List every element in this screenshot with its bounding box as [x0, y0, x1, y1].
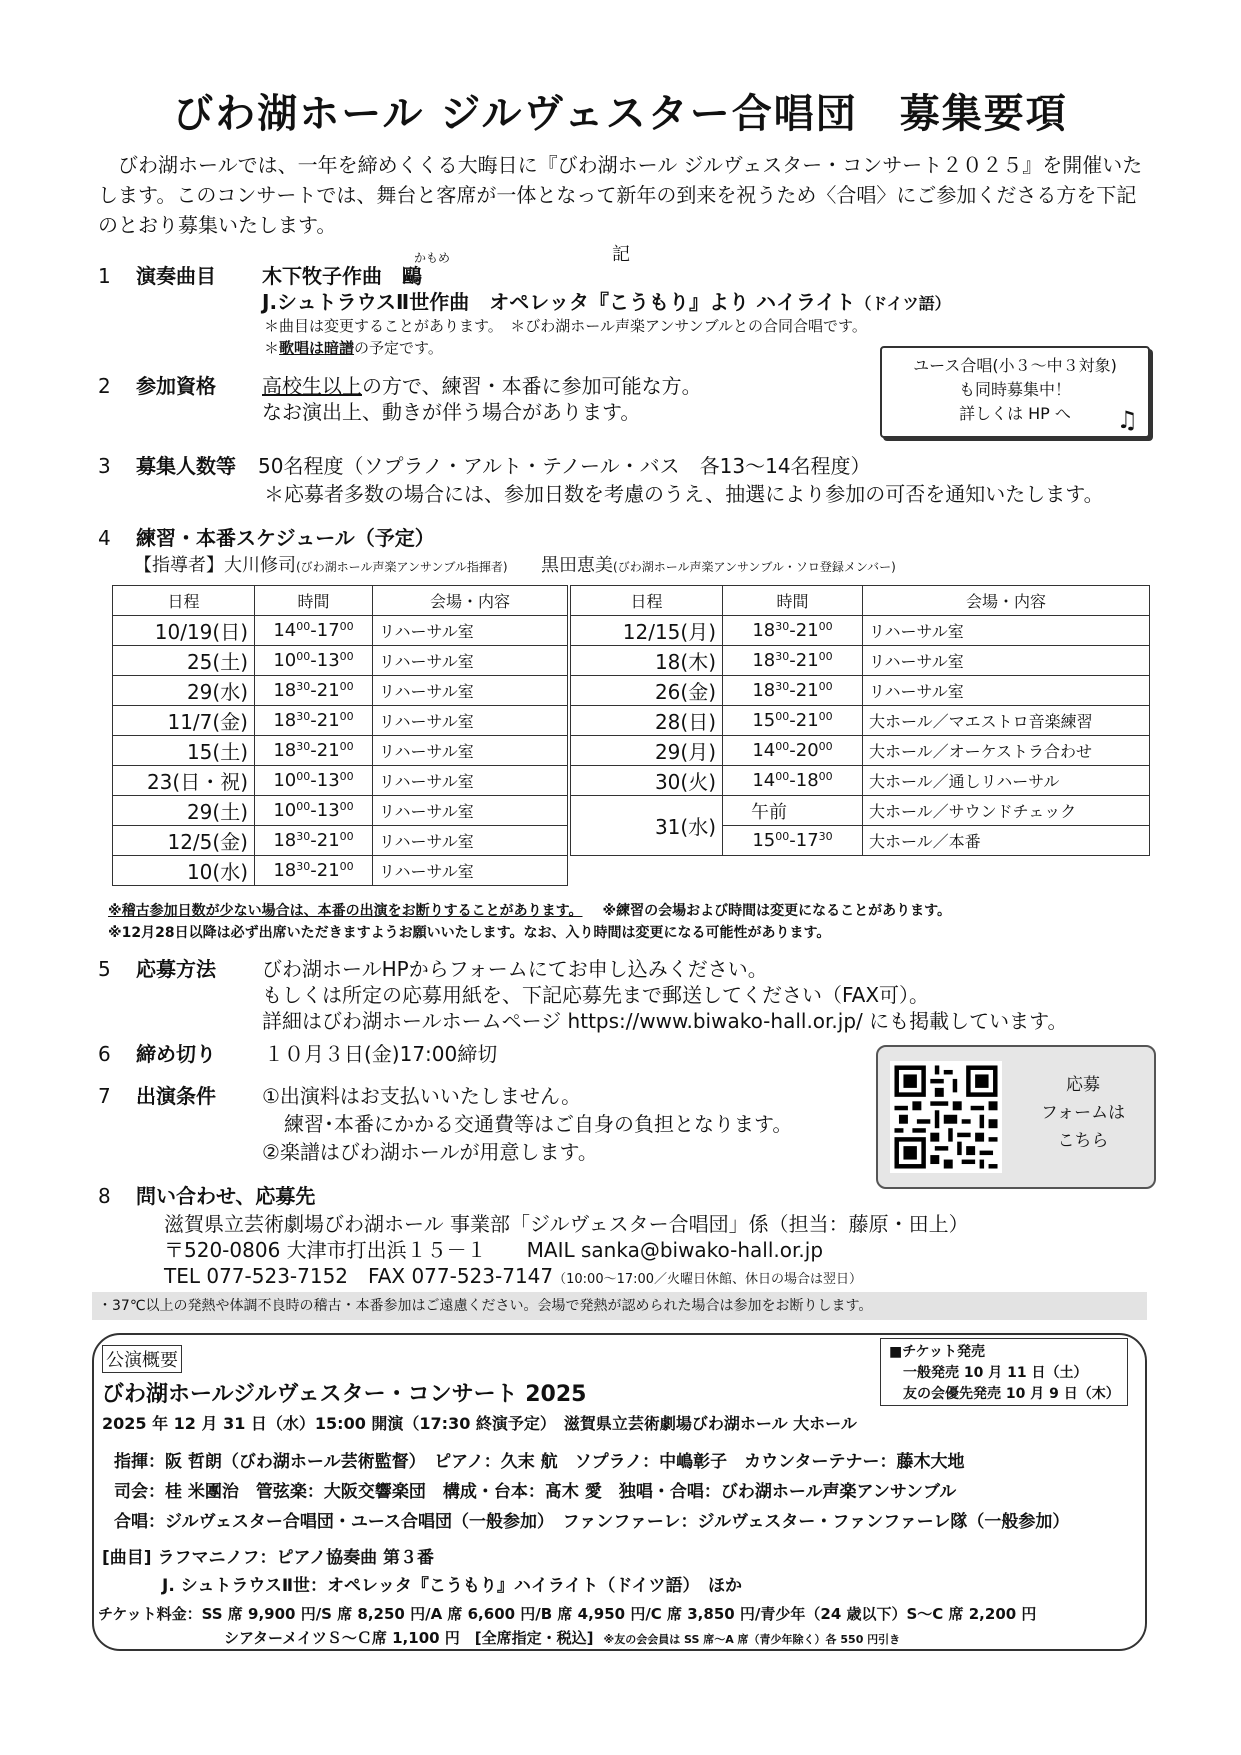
schedule-time: $10^{00}-13^{00}$: [255, 766, 373, 796]
table-row: [113, 826, 568, 856]
repertoire-note-1: ＊曲目は変更することがあります。 ＊びわ湖ホール声楽アンサンブルとの合同合唱です。: [264, 317, 867, 335]
piece-1: 木下牧子作曲 鷗: [262, 264, 422, 288]
intro-text: びわ湖ホールでは、一年を締めくくる大晦日に『びわ湖ホール ジルヴェスター・コンサート２０２５』を開催いたします。このコンサートでは、舞台と客席が一体となって新年の到来を祝うため〈合唱〉にご参加くださる方を下記のとおり募集いたします。: [98, 153, 1143, 237]
ki-mark: 記: [612, 244, 630, 265]
table-row: $15^{00}-17^{30}$ 大ホール／本番: [571, 826, 1150, 856]
table-row: [113, 646, 568, 676]
qr-box: [876, 1045, 1156, 1189]
concert-title: びわ湖ホールジルヴェスター・コンサート 2025: [102, 1382, 587, 1407]
leaders: 【指導者】大川修司(びわ湖ホール声楽アンサンブル指揮者) 黒田恵美(びわ湖ホール声楽アンサンブル・ソロ登録メンバー): [134, 555, 896, 576]
schedule-date: 28(日): [571, 706, 723, 736]
section-capacity: 3 募集人数等 50名程度（ソプラノ・アルト・テノール・バス 各13～14名程度） ＊応募者多数の場合には、参加日数を考慮のうえ、抽選により参加の可否を通知いたします。: [98, 454, 1104, 506]
section-eligibility: 2 参加資格 高校生以上の方で、練習・本番に参加可能な方。 なお演出上、動きが伴う場合があります。: [98, 374, 702, 424]
schedule-date: 11/7(金): [113, 706, 255, 736]
schedule-venue: リハーサル室: [373, 856, 568, 886]
schedule-time: $10^{00}-13^{00}$: [255, 796, 373, 826]
schedule-time: $18^{30}-21^{00}$: [255, 676, 373, 706]
table-row: [571, 736, 1150, 766]
table-row: [571, 676, 1150, 706]
schedule-time: $18^{30}-21^{00}$: [723, 676, 863, 706]
performance-overview: 公演概要 びわ湖ホールジルヴェスター・コンサート 2025 2025 年 12 月 31 日（水）15:00 開演（17:30 終演予定） 滋賀県立芸術劇場びわ湖ホール 大ホール 指揮：阪 哲朗（びわ湖ホール芸術監督） ピアノ：久末 航 ソプラノ：中嶋彰子 カウンターテナー：藤木大地 司会：桂 米團治 管弦楽：大阪交響楽団 構成・台本：髙木 愛 独唱・合唱：びわ湖ホール声楽アンサンブル 合唱：ジルヴェスター合唱団・ユース合唱団（一般参加） ファンファーレ：ジルヴェスター・ファンファーレ隊（一般参加） [曲目] ラフマニノフ：ピアノ協奏曲 第３番 J. シュトラウスⅡ世：オペレッタ『こうもり』ハイライト（ドイツ語） ほか チケット料金：SS 席 9,900 円/S 席 8,250 円/A 席 6,600 円/B 席 4,950 円/C 席 3,850 円/青少年（24 歳以下）S～C 席 2,200 円 シアターメイツＳ～Ｃ席 1,100 円 [全席指定・税込] ※友の会会員は SS 席～A 席（青少年除く）各 550 円引き: [92, 1333, 1147, 1651]
schedule-venue: リハーサル室: [373, 646, 568, 676]
ticket-sales-box: ■チケット発売 一般発売 10 月 11 日（土） 友の会優先発売 10 月 9 日（木）: [880, 1338, 1128, 1406]
table-row: [571, 646, 1150, 676]
schedule-date: 15(土): [113, 736, 255, 766]
table-row: 31(水) 午前 大ホール／サウンドチェック: [571, 796, 1150, 826]
table-row: [113, 766, 568, 796]
section-label: 演奏曲目: [136, 264, 216, 288]
schedule-time: $10^{00}-13^{00}$: [255, 646, 373, 676]
schedule-venue: リハーサル室: [863, 616, 1150, 646]
table-row: [571, 616, 1150, 646]
schedule-time: $18^{30}-21^{00}$: [723, 616, 863, 646]
schedule-table-right: [570, 585, 1150, 856]
schedule-date: 30(火): [571, 766, 723, 796]
schedule-venue: リハーサル室: [373, 706, 568, 736]
schedule-date: 25(土): [113, 646, 255, 676]
schedule-date: 23(日・祝): [113, 766, 255, 796]
schedule-time: $14^{00}-20^{00}$: [723, 736, 863, 766]
schedule-venue: リハーサル室: [373, 676, 568, 706]
schedule-date: 18(木): [571, 646, 723, 676]
table-row: [113, 616, 568, 646]
schedule-date: 29(月): [571, 736, 723, 766]
schedule-date: 29(水): [113, 676, 255, 706]
schedule-venue: 大ホール／オーケストラ合わせ: [863, 736, 1150, 766]
schedule-venue: リハーサル室: [373, 796, 568, 826]
section-schedule: 4 練習・本番スケジュール（予定） 【指導者】大川修司(びわ湖ホール声楽アンサンブル指揮者) 黒田恵美(びわ湖ホール声楽アンサンブル・ソロ登録メンバー): [98, 524, 1148, 584]
table-header-row: 日程 時間 会場・内容: [571, 586, 1150, 616]
schedule-date: 29(土): [113, 796, 255, 826]
schedule-venue: 大ホール／通しリハーサル: [863, 766, 1150, 796]
schedule-table-left: [112, 585, 568, 886]
schedule-date: 12/15(月): [571, 616, 723, 646]
health-notice: ・37℃以上の発熱や体調不良時の稽古・本番参加はご遠慮ください。会場で発熱が認められた場合は参加をお断りします。: [92, 1292, 1147, 1320]
schedule-venue: リハーサル室: [373, 616, 568, 646]
table-row: [571, 766, 1150, 796]
schedule-time: $18^{30}-21^{00}$: [255, 826, 373, 856]
schedule-date: 26(金): [571, 676, 723, 706]
table-row: [113, 736, 568, 766]
qr-caption: 応募 フォームは こちら: [1040, 1075, 1126, 1151]
overview-tag: 公演概要: [102, 1345, 182, 1373]
section-repertoire: [98, 251, 1148, 357]
section-number: 1: [98, 264, 111, 288]
table-row: [571, 706, 1150, 736]
schedule-time: $18^{30}-21^{00}$: [255, 856, 373, 886]
table-row: [113, 676, 568, 706]
schedule-time: $14^{00}-17^{00}$: [255, 616, 373, 646]
schedule-time: $18^{30}-21^{00}$: [255, 736, 373, 766]
schedule-venue: リハーサル室: [863, 646, 1150, 676]
repertoire-note-2: ＊歌唱は暗譜の予定です。: [264, 339, 443, 357]
music-note-icon: ♫: [1116, 406, 1138, 434]
page-title: びわ湖ホール ジルヴェスター合唱団 募集要項: [173, 91, 1068, 137]
concert-date: 2025 年 12 月 31 日（水）15:00 開演（17:30 終演予定） 滋賀県立芸術劇場びわ湖ホール 大ホール: [102, 1414, 857, 1433]
qr-code-icon[interactable]: [890, 1061, 1002, 1173]
schedule-date: 12/5(金): [113, 826, 255, 856]
youth-choir-notice: ユース合唱(小３～中３対象) も同時募集中！ 詳しくは HP へ ♫: [880, 346, 1150, 438]
section-conditions: 7 出演条件 ①出演料はお支払いいたしません。 練習･本番にかかる交通費等はご自身の負担となります。 ②楽譜はびわ湖ホールが用意します。: [98, 1084, 793, 1164]
section-application: 5 応募方法 びわ湖ホールHPからフォームにてお申し込みください。 もしくは所定の応募用紙を、下記応募先まで郵送してください（FAX可）。 詳細はびわ湖ホールホームページ https://www.biwako-hall.or.jp/ にも掲載しています。: [98, 957, 1068, 1033]
schedule-time: $18^{30}-21^{00}$: [723, 646, 863, 676]
schedule-venue: 大ホール／マエストロ音楽練習: [863, 706, 1150, 736]
table-row: [113, 796, 568, 826]
section-deadline: 6 締め切り １０月３日(金)17:00締切: [98, 1042, 498, 1066]
section-contact: 8 問い合わせ、応募先 滋賀県立芸術劇場びわ湖ホール 事業部「ジルヴェスター合唱団」係（担当：藤原・田上） 〒520-0806 大津市打出浜１５－１ MAIL sanka@biwako-hall.or.jp TEL 077-523-7152 FAX 077-523-7147（10:00～17:00／火曜日休館、休日の場合は翌日）: [98, 1184, 969, 1288]
schedule-time: $14^{00}-18^{00}$: [723, 766, 863, 796]
piece-2: J.シュトラウスⅡ世作曲 オペレッタ『こうもり』より ハイライト（ドイツ語）: [262, 290, 951, 314]
table-row: [113, 856, 568, 886]
schedule-venue: リハーサル室: [373, 736, 568, 766]
schedule-time: $15^{00}-21^{00}$: [723, 706, 863, 736]
table-header-row: 日程 時間 会場・内容: [113, 586, 568, 616]
schedule-date: 10(水): [113, 856, 255, 886]
schedule-venue: リハーサル室: [373, 826, 568, 856]
schedule-time: $18^{30}-21^{00}$: [255, 706, 373, 736]
schedule-venue: リハーサル室: [863, 676, 1150, 706]
schedule-notes: ※稽古参加日数が少ない場合は、本番の出演をお断りすることがあります。 ※練習の会場および時間は変更になることがあります。 ※12月28日以降は必ず出席いただきますようお願いいたします。なお、入り時間は変更になる可能性があります。: [108, 903, 951, 941]
schedule-date: 10/19(日): [113, 616, 255, 646]
table-row: [113, 706, 568, 736]
ruby-kamome: かもめ: [414, 251, 451, 265]
schedule-venue: リハーサル室: [373, 766, 568, 796]
